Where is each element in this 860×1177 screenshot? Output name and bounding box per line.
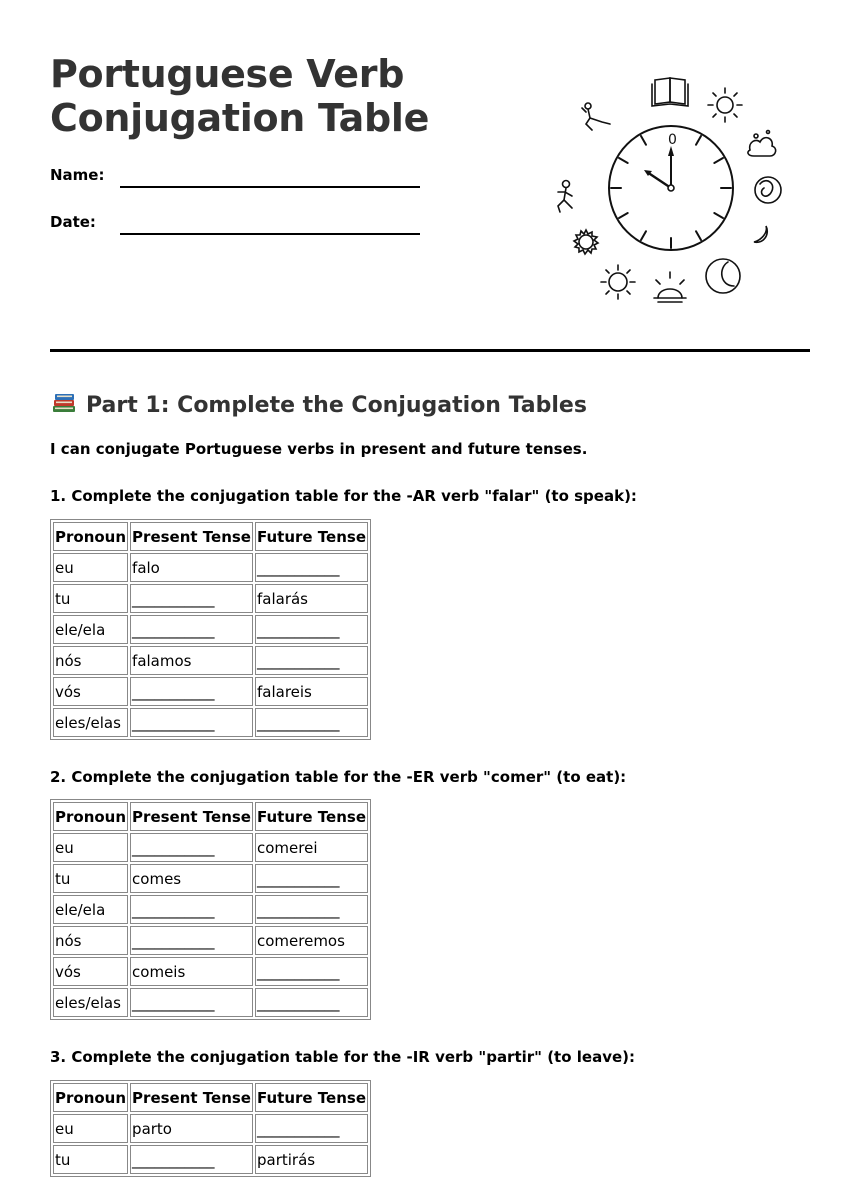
- table-row: [53, 615, 368, 644]
- clock-illustration: [548, 72, 788, 307]
- page-title: [50, 52, 429, 140]
- table-row: [53, 864, 368, 893]
- sun-icon: [708, 88, 742, 122]
- table-row: [53, 677, 368, 706]
- date-label: Date:: [50, 213, 96, 231]
- table-row: [53, 1145, 368, 1174]
- blank-answer-cell[interactable]: ___________: [130, 708, 253, 737]
- gear-sun-icon: [574, 230, 598, 254]
- column-header: Present Tense: [130, 522, 253, 551]
- table-row: [53, 957, 368, 986]
- table-row: [53, 988, 368, 1017]
- blank-answer-cell[interactable]: ___________: [255, 708, 368, 737]
- date-line[interactable]: [120, 233, 420, 235]
- conjugation-cell: comeremos: [255, 926, 368, 955]
- conjugation-cell: falarás: [255, 584, 368, 613]
- blank-answer-cell[interactable]: ___________: [130, 926, 253, 955]
- blank-answer-cell[interactable]: ___________: [255, 615, 368, 644]
- column-header: Pronoun: [53, 802, 128, 831]
- blank-answer-cell[interactable]: ___________: [255, 553, 368, 582]
- pronoun-cell: eu: [53, 833, 128, 862]
- part1-title: Part 1: Complete the Conjugation Tables: [86, 393, 587, 418]
- moon-icon: [706, 259, 740, 293]
- blank-answer-cell[interactable]: ___________: [130, 677, 253, 706]
- svg-text:0: 0: [668, 132, 677, 148]
- table-row: [53, 895, 368, 924]
- conjugation-cell: falo: [130, 553, 253, 582]
- table-row: [53, 926, 368, 955]
- name-line[interactable]: [120, 186, 420, 188]
- sunrise-icon: [654, 272, 686, 302]
- blank-answer-cell[interactable]: ___________: [255, 895, 368, 924]
- table-header-row: [53, 522, 368, 551]
- blank-answer-cell[interactable]: ___________: [255, 957, 368, 986]
- conjugation-cell: parto: [130, 1114, 253, 1143]
- pronoun-cell: ele/ela: [53, 615, 128, 644]
- pronoun-cell: tu: [53, 864, 128, 893]
- question-3: 3. Complete the conjugation table for the -IR verb "partir" (to leave):: [50, 1048, 635, 1066]
- table-row: [53, 708, 368, 737]
- pronoun-cell: eu: [53, 553, 128, 582]
- table-row: [53, 833, 368, 862]
- column-header: Future Tense: [255, 522, 368, 551]
- pronoun-cell: tu: [53, 1145, 128, 1174]
- sun-bottom-icon: [601, 265, 635, 299]
- blank-answer-cell[interactable]: ___________: [130, 833, 253, 862]
- pronoun-cell: vós: [53, 957, 128, 986]
- column-header: Present Tense: [130, 802, 253, 831]
- runner-icon: [558, 181, 572, 213]
- pronoun-cell: nós: [53, 926, 128, 955]
- title-line-1: Portuguese Verb: [50, 52, 405, 96]
- conjugation-cell: falamos: [130, 646, 253, 675]
- learning-objective: I can conjugate Portuguese verbs in present and future tenses.: [50, 440, 588, 458]
- column-header: Pronoun: [53, 1083, 128, 1112]
- table-row: [53, 584, 368, 613]
- blank-answer-cell[interactable]: ___________: [255, 988, 368, 1017]
- pronoun-cell: eles/elas: [53, 708, 128, 737]
- blank-answer-cell[interactable]: ___________: [255, 646, 368, 675]
- blank-answer-cell[interactable]: ___________: [130, 895, 253, 924]
- table-row: [53, 1114, 368, 1143]
- section-divider: [50, 349, 810, 352]
- blank-answer-cell[interactable]: ___________: [130, 988, 253, 1017]
- clock-icon: [609, 126, 733, 250]
- column-header: Future Tense: [255, 802, 368, 831]
- pronoun-cell: nós: [53, 646, 128, 675]
- question-2: 2. Complete the conjugation table for the -ER verb "comer" (to eat):: [50, 768, 627, 786]
- conjugation-cell: falareis: [255, 677, 368, 706]
- swirl-icon: [755, 177, 781, 203]
- conjugation-cell: comeis: [130, 957, 253, 986]
- name-label: Name:: [50, 166, 105, 184]
- blank-answer-cell[interactable]: ___________: [130, 1145, 253, 1174]
- conjugation-cell: partirás: [255, 1145, 368, 1174]
- conjugation-table-comer: [50, 799, 371, 1020]
- title-line-2: Conjugation Table: [50, 96, 430, 140]
- blank-answer-cell[interactable]: ___________: [255, 1114, 368, 1143]
- conjugation-cell: comes: [130, 864, 253, 893]
- question-1: 1. Complete the conjugation table for the -AR verb "falar" (to speak):: [50, 487, 637, 505]
- pronoun-cell: ele/ela: [53, 895, 128, 924]
- conjugation-cell: comerei: [255, 833, 368, 862]
- column-header: Pronoun: [53, 522, 128, 551]
- column-header: Future Tense: [255, 1083, 368, 1112]
- blank-answer-cell[interactable]: ___________: [130, 584, 253, 613]
- conjugation-table-falar: [50, 519, 371, 740]
- table-row: [53, 646, 368, 675]
- column-header: Present Tense: [130, 1083, 253, 1112]
- stretching-figure-icon: [582, 103, 610, 130]
- table-row: [53, 553, 368, 582]
- book-icon: [652, 78, 688, 106]
- pronoun-cell: eles/elas: [53, 988, 128, 1017]
- sparkles-icon: [748, 131, 776, 157]
- pronoun-cell: tu: [53, 584, 128, 613]
- part1-heading: [50, 388, 587, 422]
- blank-answer-cell[interactable]: ___________: [255, 864, 368, 893]
- pronoun-cell: eu: [53, 1114, 128, 1143]
- crescent-icon: [754, 226, 767, 242]
- table-header-row: [53, 802, 368, 831]
- table-header-row: [53, 1083, 368, 1112]
- books-icon: [50, 388, 78, 416]
- pronoun-cell: vós: [53, 677, 128, 706]
- blank-answer-cell[interactable]: ___________: [130, 615, 253, 644]
- conjugation-table-partir: [50, 1080, 371, 1177]
